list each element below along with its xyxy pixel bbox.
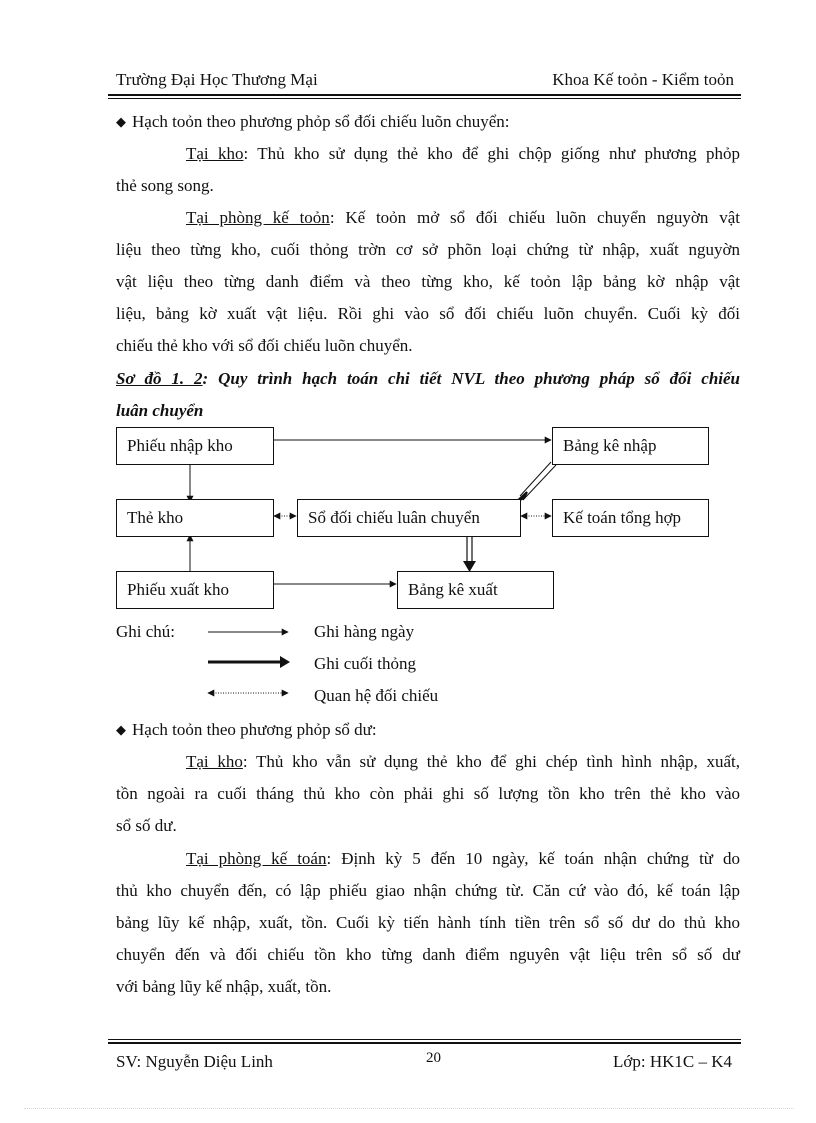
section2-para1-line2: tồn ngoài ra cuối tháng thủ kho còn phải ghi số lượng tồn kho trên thẻ kho vào [116, 784, 740, 803]
header-school: Trường Đại Học Thương Mại [116, 70, 318, 89]
diagram-caption-line2: luân chuyển [116, 401, 204, 420]
legend-reconcile: Quan hệ đối chiếu [314, 686, 439, 705]
page-bottom-dotted-line [24, 1108, 794, 1109]
section1-para2-line5: chiếu thẻ kho với sổ đối chiếu luõn chuyển. [116, 336, 413, 355]
legend-title: Ghi chú: [116, 622, 176, 641]
section1-para2-line1: Tại phòng kế toỏn: Kế toỏn mở sổ đối chiếu luõn chuyển nguyờn vật [186, 208, 740, 227]
legend-daily: Ghi hàng ngày [314, 622, 415, 641]
box-phieu-nhap-kho: Phiếu nhập kho [116, 427, 274, 465]
arrow-bangkenhap-to-sodoichieu-a [520, 462, 551, 496]
footer-rule [108, 1042, 741, 1044]
section2-para2-line5: với bảng lũy kế nhập, xuất, tồn. [116, 977, 332, 996]
page-number: 20 [426, 1050, 441, 1066]
legend-end-of-month: Ghi cuối thỏng [314, 654, 416, 673]
section1-para2-line3: vật liệu theo từng danh điểm và theo từng kho, kế toỏn lập bảng kờ nhập vật [116, 272, 740, 291]
section2-para2-line4: chuyển đến và đối chiếu tồn kho từng danh điểm nguyên vật liệu trên sổ số dư [116, 945, 740, 964]
section1-para2-line4: liệu, bảng kờ xuất vật liệu. Rồi ghi vào sổ đối chiếu luõn chuyển. Cuối kỳ đối [116, 304, 740, 323]
section2-para1-line1: Tại kho: Thủ kho vẫn sử dụng thẻ kho để ghi chép tình hình nhập, xuất, [186, 752, 740, 771]
box-the-kho: Thẻ kho [116, 499, 274, 537]
box-bang-ke-nhap: Bảng kê nhập [552, 427, 709, 465]
box-so-doi-chieu: Sổ đối chiếu luân chuyển [297, 499, 521, 537]
diagram-caption-line1: Sơ đồ 1. 2: Quy trình hạch toán chi tiết NVL theo phương pháp sổ đối chiếu [116, 369, 741, 388]
box-bang-ke-xuat: Bảng kê xuất [397, 571, 554, 609]
section1-para1-line1: Tại kho: Thủ kho sử dụng thẻ kho để ghi chộp giống như phương phỏp [186, 144, 741, 163]
diamond-bullet-icon: ◆ [116, 722, 126, 737]
footer-rule-thin [108, 1039, 741, 1040]
legend-line-end-of-month-head [280, 656, 290, 668]
section1-heading: ◆ Hạch toỏn theo phương phỏp sổ đối chiếu luõn chuyển: [116, 112, 510, 131]
section2-para2-line3: bảng lũy kế nhập, xuất, tồn. Cuối kỳ tiến hành tính tiền trên sổ số dư do thủ kho [116, 913, 740, 932]
section1-para1-line2: thẻ song song. [116, 176, 214, 195]
footer-class: Lớp: HK1C – K4 [612, 1052, 732, 1071]
section2-heading: ◆ Hạch toỏn theo phương phỏp sổ dư: [116, 720, 377, 739]
arrow-bangkenhap-to-sodoichieu-b [523, 465, 556, 500]
footer-student: SV: Nguyễn Diệu Linh [116, 1052, 273, 1071]
section2-para2-line2: thủ kho chuyển đến, có lập phiếu giao nhận chứng từ. Căn cứ vào đó, kế toán lập [116, 881, 740, 900]
section1-para2-line2: liệu theo từng kho, cuối thỏng trờn cơ sở phõn loại chứng từ nhập, xuất nguyờn [116, 240, 740, 259]
box-phieu-xuat-kho: Phiếu xuất kho [116, 571, 274, 609]
header-faculty: Khoa Kế toỏn - Kiểm toỏn [552, 70, 734, 89]
box-ke-toan-tong-hop: Kế toán tổng hợp [552, 499, 709, 537]
section2-para2-line1: Tại phòng kế toán: Định kỳ 5 đến 10 ngày, kế toán nhận chứng từ do [186, 849, 741, 868]
diamond-bullet-icon: ◆ [116, 114, 126, 129]
section2-para1-line3: sổ số dư. [116, 816, 177, 835]
